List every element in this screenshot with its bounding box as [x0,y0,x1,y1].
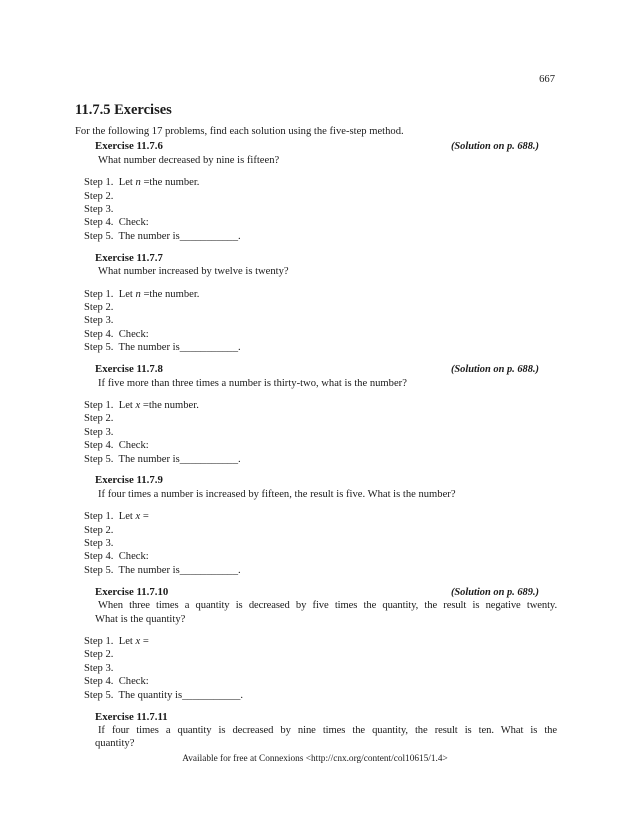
step-1-text-after: = [140,636,149,647]
problem-line: What number increased by twelve is twenty? [98,266,289,278]
step-5-text: Step 5. The number is [84,342,180,354]
problem-statement [95,599,557,626]
step-1 [84,510,557,523]
problem-line: When three times a quantity is decreased by five times the quantity, the result is negative twenty. [98,600,557,612]
step-3: Step 3. [84,315,114,327]
problem-line: If five more than three times a number is thirty-two, what is the number? [98,377,407,389]
step-5-period: . [238,453,241,465]
step-3: Step 3. [84,538,114,550]
solution-reference: (Solution on p. 689.) [450,586,539,598]
footer-attribution: Available for free at Connexions <http://cnx.org/content/col10615/1.4> [182,754,448,764]
exercise-title: Exercise 11.7.6 [95,140,163,153]
step-4: Step 4. Check: [84,676,149,688]
steps-list [75,176,557,243]
step-4: Step 4. Check: [84,551,149,563]
problem-line: What is the quantity? [95,613,186,625]
exercise-11-7-6 [75,140,557,243]
step-5-period: . [238,564,241,576]
step-2: Step 2. [84,413,114,425]
problem-line: If four times a quantity is decreased by nine times the quantity, the result is ten. What is the [98,724,557,736]
step-3: Step 3. [84,204,114,216]
step-2: Step 2. [84,524,114,536]
step-1-variable: n [135,177,141,189]
step-5-period: . [238,342,241,354]
exercise-11-7-8 [75,363,557,466]
steps-list [75,635,557,702]
step-1-text-after: =the number. [140,177,200,189]
step-5 [84,689,557,702]
step-1-variable: x [135,511,141,523]
step-2: Step 2. [84,649,114,661]
problem-statement [95,488,557,501]
step-5-period: . [238,230,241,242]
answer-blank: ___________ [182,689,241,701]
steps-list [75,399,557,466]
step-1-text: Step 1. Let [84,288,136,300]
step-1-text: Step 1. Let [84,636,136,647]
step-1-text-after: =the number. [140,288,200,300]
solution-reference: (Solution on p. 688.) [450,141,539,153]
problem-statement [95,154,557,167]
step-5 [84,341,557,354]
exercise-header [95,252,557,265]
step-5 [84,453,557,466]
step-4: Step 4. Check: [84,328,149,340]
exercise-title: Exercise 11.7.8 [95,363,163,376]
problem-line: If four times a number is increased by fifteen, the result is five. What is the number? [98,488,456,500]
step-1-text-after: = [140,511,149,523]
exercise-title: Exercise 11.7.7 [95,251,163,264]
step-1-variable: n [135,288,141,300]
exercise-header [95,363,557,376]
problem-line: quantity? [95,738,135,750]
exercise-title: Exercise 11.7.10 [95,585,169,598]
exercise-header [95,140,557,153]
solution-reference: (Solution on p. 688.) [450,364,539,376]
step-1-text: Step 1. Let [84,177,136,189]
step-5 [84,564,557,577]
step-5 [84,230,557,243]
exercise-title: Exercise 11.7.11 [95,710,168,723]
section-heading: 11.7.5 Exercises [75,102,172,118]
step-2: Step 2. [84,190,114,202]
step-5-text: Step 5. The number is [84,230,180,242]
exercise-11-7-11 [75,711,557,751]
step-4: Step 4. Check: [84,440,149,452]
step-5-text: Step 5. The number is [84,564,180,576]
exercise-11-7-9 [75,474,557,577]
steps-list [75,510,557,577]
step-1-text-after: =the number. [140,399,199,411]
step-3: Step 3. [84,426,114,438]
problem-statement [95,724,557,751]
exercise-header [95,474,557,487]
problem-line: What number decreased by nine is fifteen? [98,154,280,166]
exercise-header [95,586,557,599]
answer-blank: ___________ [179,564,238,576]
problem-statement [95,377,557,390]
step-1 [84,288,557,301]
answer-blank: ___________ [179,453,238,465]
exercise-11-7-10 [75,586,557,702]
page-number: 667 [539,74,555,85]
exercise-header [95,711,557,724]
step-5-text: Step 5. The quantity is [84,689,183,701]
step-3: Step 3. [84,662,114,674]
step-1 [84,635,557,648]
step-5-period: . [240,689,244,701]
step-1-text: Step 1. Let [84,511,136,523]
problem-statement [95,265,557,278]
answer-blank: ___________ [179,230,238,242]
step-1-variable: x [135,399,141,411]
step-1 [84,176,557,189]
exercise-title: Exercise 11.7.9 [95,474,163,487]
steps-list [75,288,557,355]
step-5-text: Step 5. The number is [84,453,180,465]
step-1-variable: x [135,636,141,647]
step-1 [84,399,557,412]
intro-text: For the following 17 problems, find each solution using the five-step method. [75,126,404,137]
step-1-text: Step 1. Let [84,399,136,411]
answer-blank: ___________ [179,342,238,354]
step-4: Step 4. Check: [84,217,149,229]
step-2: Step 2. [84,301,114,313]
exercise-11-7-7 [75,252,557,355]
